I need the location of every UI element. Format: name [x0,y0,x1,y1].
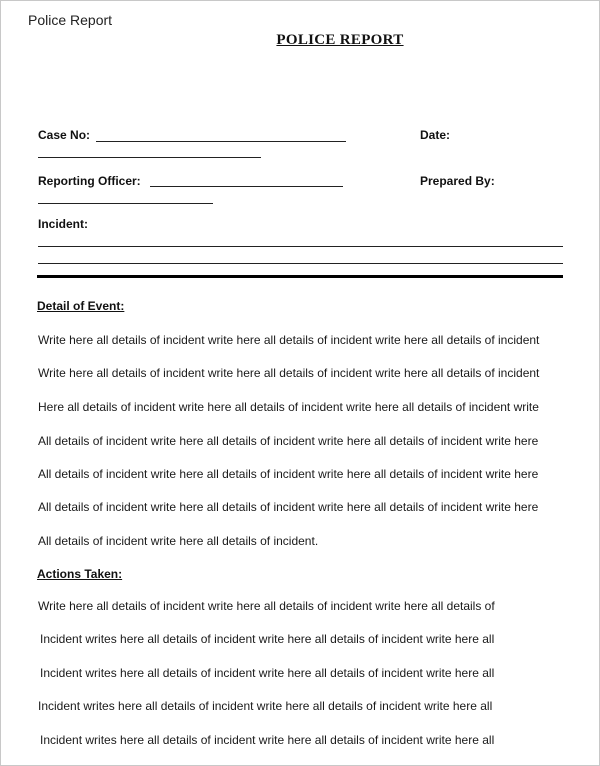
detail-line: Here all details of incident write here all details of incident write here all details of incident write [38,400,539,414]
reporting-officer-line[interactable] [150,186,343,187]
section-divider [37,275,563,278]
page-title [0,32,600,49]
detail-line: All details of incident write here all details of incident write here all details of incident write here [38,434,539,448]
case-no-line-2[interactable] [38,157,261,158]
page-title-text: POLICE REPORT [276,32,404,48]
prepared-by-label: Prepared By: [420,174,495,188]
actions-line: Incident writes here all details of incident write here all details of incident write here all [40,632,495,646]
actions-taken-heading: Actions Taken: [37,567,123,581]
detail-line: All details of incident write here all details of incident. [38,534,319,548]
reporting-officer-label: Reporting Officer: [38,174,141,188]
incident-line-1[interactable] [38,246,563,247]
actions-line: Incident writes here all details of incident write here all details of incident write here all [40,733,495,747]
actions-line: Write here all details of incident write here all details of incident write here all details of [38,599,495,613]
detail-line: Write here all details of incident write here all details of incident write here all details of incident [38,333,540,347]
reporting-officer-line-2[interactable] [38,203,213,204]
case-no-line[interactable] [96,141,346,142]
detail-line: All details of incident write here all details of incident write here all details of incident write here [38,467,539,481]
incident-line-2[interactable] [38,263,563,264]
date-label: Date: [420,128,451,142]
actions-line: Incident writes here all details of incident write here all details of incident write here all [38,699,493,713]
detail-line: All details of incident write here all details of incident write here all details of incident write here [38,500,539,514]
detail-of-event-heading: Detail of Event: [37,299,125,313]
document-header-title: Police Report [28,12,113,28]
case-no-label: Case No: [38,128,91,142]
detail-line: Write here all details of incident write here all details of incident write here all details of incident [38,366,540,380]
incident-label: Incident: [38,217,88,231]
actions-line: Incident writes here all details of incident write here all details of incident write here all [40,666,495,680]
